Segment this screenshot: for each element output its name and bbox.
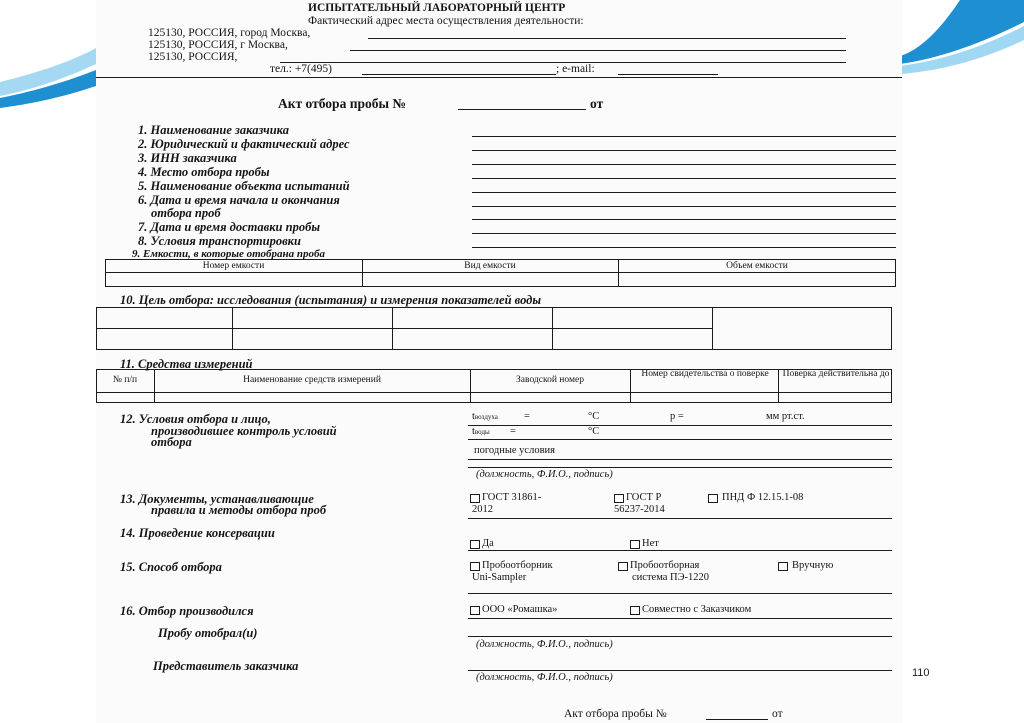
field-sampling-datetime-cont: отбора проб xyxy=(151,206,221,220)
doc-gost-r-checkbox[interactable] xyxy=(614,494,624,503)
method-pe1220-name: система ПЭ-1220 xyxy=(632,572,710,583)
field-sampling-datetime-line-1 xyxy=(472,206,896,207)
conservation-yes-label: Да xyxy=(482,538,494,549)
field-sampling-datetime: 6. Дата и время начала и окончания xyxy=(138,193,340,207)
pressure-label: p = xyxy=(670,411,684,422)
lab-title: ИСПЫТАТЕЛЬНЫЙ ЛАБОРАТОРНЫЙ ЦЕНТР xyxy=(308,2,566,14)
containers-col-number: Номер емкости xyxy=(202,261,265,271)
field-inn-line xyxy=(472,164,896,165)
documents-line xyxy=(468,518,892,519)
actual-address-label: Фактический адрес места осуществления деятельности: xyxy=(308,15,584,27)
purpose-col-divider-2 xyxy=(392,307,393,350)
field-transport-conditions: 8. Условия транспортировки xyxy=(138,234,301,248)
slide-page-number: 110 xyxy=(912,667,930,679)
act-date-label: от xyxy=(590,96,604,111)
address-line-2-blank xyxy=(350,50,846,51)
doc-gost-r-label: ГОСТ Р xyxy=(626,492,662,503)
air-temp-line xyxy=(468,425,892,426)
field-transport-conditions-line xyxy=(472,247,896,248)
weather-label: погодные условия xyxy=(474,445,555,456)
field-customer-name-line xyxy=(472,136,896,137)
email-label: ; e-mail: xyxy=(556,63,595,75)
weather-line xyxy=(468,459,892,460)
conditions-title-3: отбора xyxy=(151,435,192,449)
purpose-title: 10. Цель отбора: исследования (испытания) и измерения показателей воды xyxy=(120,293,542,307)
water-temp-line xyxy=(468,439,892,440)
purpose-col-divider-1 xyxy=(232,307,233,350)
method-uni-sampler-label: Пробоотборник xyxy=(482,560,553,571)
doc-pnd-label: ПНД Ф 12.15.1-08 xyxy=(722,492,804,503)
conservation-yes-checkbox[interactable] xyxy=(470,540,480,549)
water-temp-unit: °C xyxy=(588,426,600,437)
containers-col-volume: Объем емкости xyxy=(726,261,788,271)
field-customer-name: 1. Наименование заказчика xyxy=(138,123,289,137)
containers-col-type: Вид емкости xyxy=(464,261,516,271)
air-temp-label: tвоздуха xyxy=(472,411,498,422)
field-test-object: 5. Наименование объекта испытаний xyxy=(138,179,350,193)
customer-rep-label: Представитель заказчика xyxy=(153,659,299,673)
purpose-col-divider-3 xyxy=(552,307,553,350)
doc-gost-31861-checkbox[interactable] xyxy=(470,494,480,503)
act-title: Акт отбора пробы № xyxy=(278,96,406,111)
field-delivery-datetime-line xyxy=(472,233,896,234)
water-temp-equals: = xyxy=(510,426,516,437)
instruments-col-index: № п/п xyxy=(112,375,138,385)
field-inn: 3. ИНН заказчика xyxy=(138,151,237,165)
sampled-by-label: Пробу отобрал(и) xyxy=(158,626,258,640)
customer-rep-caption: (должность, Ф.И.О., подпись) xyxy=(476,672,613,683)
containers-header-rule xyxy=(105,272,896,273)
method-title: 15. Способ отбора xyxy=(120,560,222,574)
water-temp-label: tводы xyxy=(472,426,490,437)
instruments-col-serial: Заводской номер xyxy=(516,375,584,385)
footer-act-label: Акт отбора пробы № xyxy=(564,708,667,720)
air-temp-unit: °C xyxy=(588,411,600,422)
conditions-title-2: производившее контроль условий xyxy=(151,424,337,438)
slide-background-left xyxy=(0,0,96,723)
sampling-romashka-label: ООО «Ромашка» xyxy=(482,604,558,615)
controller-signature-line xyxy=(468,467,892,468)
instruments-col-name: Наименование средств измерений xyxy=(243,375,381,385)
doc-gost-r-number: 56237-2014 xyxy=(614,504,665,515)
sampling-joint-label: Совместно с Заказчиком xyxy=(642,604,752,615)
field-delivery-datetime: 7. Дата и время доставки пробы xyxy=(138,220,320,234)
document-sheet xyxy=(96,0,902,723)
phone-blank xyxy=(362,74,556,75)
email-blank xyxy=(618,74,718,75)
instruments-col-divider-1 xyxy=(154,369,155,403)
sampling-title: 16. Отбор производился xyxy=(120,604,254,618)
instruments-title: 11. Средства измерений xyxy=(120,357,253,371)
conservation-no-checkbox[interactable] xyxy=(630,540,640,549)
purpose-col-divider-4 xyxy=(712,307,713,350)
address-line-2: 125130, РОССИЯ, г Москва, xyxy=(148,39,288,51)
footer-act-date-label: от xyxy=(772,708,783,720)
method-manual-checkbox[interactable] xyxy=(778,562,788,571)
field-sampling-place: 4. Место отбора пробы xyxy=(138,165,270,179)
conservation-title: 14. Проведение консервации xyxy=(120,526,275,540)
instruments-col-certificate: Номер свидетельства о поверке xyxy=(641,369,769,379)
method-pe1220-label: Пробоотборная xyxy=(630,560,700,571)
containers-title: 9. Емкости, в которые отобрана проба xyxy=(132,248,325,260)
doc-gost-31861-year: 2012 xyxy=(472,504,493,515)
field-sampling-place-line xyxy=(472,178,896,179)
documents-title-1: 13. Документы, устанавливающие xyxy=(120,492,314,506)
instruments-header-rule xyxy=(96,392,892,393)
sampled-by-line xyxy=(468,636,892,637)
method-pe1220-checkbox[interactable] xyxy=(618,562,628,571)
sampling-line xyxy=(468,618,892,619)
sampling-romashka-checkbox[interactable] xyxy=(470,606,480,615)
address-line-1-blank xyxy=(368,38,846,39)
method-manual-label: Вручную xyxy=(792,560,834,571)
sampling-joint-checkbox[interactable] xyxy=(630,606,640,615)
instruments-col-valid-until: Поверка действительна до xyxy=(782,369,890,379)
field-test-object-line xyxy=(472,192,896,193)
footer-act-number-blank xyxy=(706,719,768,720)
header-rule xyxy=(96,77,902,78)
phone-label: тел.: +7(495) xyxy=(270,63,332,75)
address-line-1: 125130, РОССИЯ, город Москва, xyxy=(148,27,311,39)
field-address: 2. Юридический и фактический адрес xyxy=(138,137,350,151)
slide-background-right xyxy=(900,0,1024,723)
pressure-unit: мм рт.ст. xyxy=(766,411,805,422)
documents-title-2: правила и методы отбора проб xyxy=(151,503,327,517)
conservation-no-label: Нет xyxy=(642,538,659,549)
purpose-row-rule xyxy=(96,328,712,329)
instruments-col-divider-2 xyxy=(470,369,471,403)
instruments-col-divider-4 xyxy=(778,369,779,403)
field-sampling-datetime-line-2 xyxy=(472,219,896,220)
controller-signature-caption: (должность, Ф.И.О., подпись) xyxy=(476,469,613,480)
air-temp-equals: = xyxy=(524,411,530,422)
conservation-line xyxy=(468,550,892,551)
doc-gost-31861-label: ГОСТ 31861- xyxy=(482,492,542,503)
instruments-col-divider-3 xyxy=(630,369,631,403)
method-line xyxy=(468,593,892,594)
customer-rep-line xyxy=(468,670,892,671)
method-uni-sampler-name: Uni-Sampler xyxy=(472,572,527,583)
method-uni-sampler-checkbox[interactable] xyxy=(470,562,480,571)
doc-pnd-checkbox[interactable] xyxy=(708,494,718,503)
sampled-by-caption: (должность, Ф.И.О., подпись) xyxy=(476,639,613,650)
conditions-title-1: 12. Условия отбора и лицо, xyxy=(120,412,271,426)
address-line-3: 125130, РОССИЯ, xyxy=(148,51,238,63)
act-number-blank xyxy=(458,109,586,110)
field-address-line xyxy=(472,150,896,151)
